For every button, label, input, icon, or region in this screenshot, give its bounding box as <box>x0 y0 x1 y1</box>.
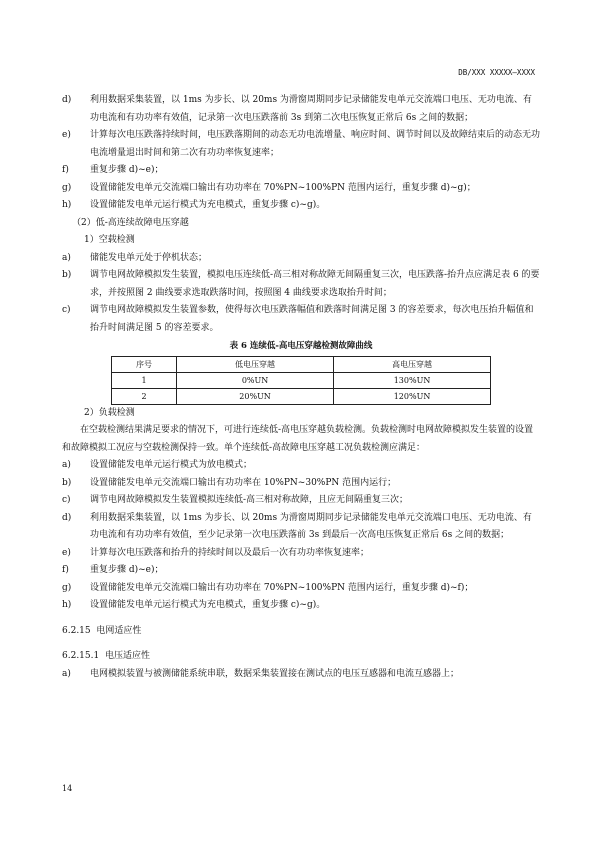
clause-title: 电压适应性 <box>104 651 150 661</box>
list-item: a) 电网模拟装置与被测储能系统串联，数据采集装置接在测试点的电压互感器和电流互感器上； <box>62 668 460 679</box>
table-cell: 0%UN <box>177 372 334 388</box>
subsection-heading: 1）空载检测 <box>84 235 135 245</box>
table-row <box>112 388 491 404</box>
list-item: d) 利用数据采集装置，以 1ms 为步长、以 20ms 为滑窗周期同步记录储能发电单元交流端口电压、无功电流、有功电流和有功功率有效值，记录第一次电压跌落前 3s 到第二次电压恢复正常后 6s 之间的数据； <box>62 95 532 123</box>
list-3 <box>62 457 540 615</box>
table-header-cell: 序号 <box>112 356 177 372</box>
table-cell: 130%UN <box>334 372 491 388</box>
clause-number: 6.2.15 <box>62 625 91 636</box>
list-1 <box>62 92 540 215</box>
list-2 <box>62 250 540 338</box>
table-cell: 20%UN <box>177 388 334 404</box>
list-item: a) 设置储能发电单元运行模式为放电模式； <box>62 460 253 470</box>
list-item: c) 调节电网故障模拟发生装置参数，使得每次电压跌落幅值和跌落时间满足图 3 的容差要求，每次电压抬升幅值和抬升时间满足图 5 的容差要求。 <box>62 305 534 333</box>
table-caption: 表 6 连续低-高电压穿越检测故障曲线 <box>229 341 373 351</box>
list-item: e) 计算每次电压跌落和抬升的持续时间以及最后一次有功功率恢复速率； <box>62 547 370 558</box>
list-item: g) 设置储能发电单元交流端口输出有功功率在 70%PN~100%PN 范围内运行，重复步骤 d)~g)； <box>62 182 476 193</box>
page-header-code: DB/XXX XXXXX—XXXX <box>458 68 535 77</box>
list-item: e) 计算每次电压跌落持续时间，电压跌落期间的动态无功电流增量、响应时间、调节时间以及故障结束后的动态无功电流增量退出时间和第二次有功功率恢复速率； <box>62 130 541 158</box>
table-header-cell: 高电压穿越 <box>334 356 491 372</box>
paragraph: 在空载检测结果满足要求的情况下，可进行连续低-高电压穿越负载检测。负载检测时电网故障模拟发生装置的设置和故障模拟工况应与空载检测保持一致。单个连续低-高故障电压穿越工况负载检测应满足： <box>62 425 534 453</box>
list-item: h) 设置储能发电单元运行模式为充电模式，重复步骤 c)~g)。 <box>62 600 326 610</box>
list-item: b) 调节电网故障模拟发生装置，模拟电压连续低-高三相对称故障无间隔重复三次，电压跌落-抬升点应满足表 6 的要求，并按照图 2 曲线要求选取跌落时间，按照图 4 曲线要求选取抬升时间； <box>62 270 540 298</box>
table-header-row <box>112 356 491 372</box>
clause-heading <box>62 623 540 641</box>
clause-heading <box>62 648 540 666</box>
list-item: a) 储能发电单元处于停机状态； <box>62 252 208 263</box>
list-item: h) 设置储能发电单元运行模式为充电模式，重复步骤 c)~g)。 <box>62 200 326 210</box>
table-header-cell: 低电压穿越 <box>177 356 334 372</box>
table-row <box>112 372 491 388</box>
list-4 <box>62 666 540 684</box>
list-item: c) 调节电网故障模拟发生装置模拟连续低-高三相对称故障，且应无间隔重复三次； <box>62 495 409 505</box>
list-item: f) 重复步骤 d)~e)； <box>62 165 164 175</box>
clause-title: 电网适应性 <box>96 625 142 636</box>
clause-number: 6.2.15.1 <box>62 651 100 661</box>
page-number: 14 <box>62 784 73 793</box>
subsection-heading: 2）负载检测 <box>84 407 135 418</box>
table-cell: 120%UN <box>334 388 491 404</box>
document-body <box>62 92 540 683</box>
list-item: f) 重复步骤 d)~e)； <box>62 565 164 575</box>
list-item: d) 利用数据采集装置，以 1ms 为步长、以 20ms 为滑窗周期同步记录储能发电单元交流端口电压、无功电流、有功电流和有功功率有效值，至少记录第一次电压跌落前 3s 到最后一次高电压恢复正常后 6s 之间的数据； <box>62 512 532 540</box>
fault-curve-table <box>111 356 491 405</box>
table-cell: 1 <box>112 372 177 388</box>
section-heading: （2）低-高连续故障电压穿越 <box>72 217 189 228</box>
table-cell: 2 <box>112 388 177 404</box>
list-item: b) 设置储能发电单元交流端口输出有功功率在 10%PN~30%PN 范围内运行； <box>62 477 397 488</box>
list-item: g) 设置储能发电单元交流端口输出有功功率在 70%PN~100%PN 范围内运行，重复步骤 d)~f)； <box>62 582 474 593</box>
